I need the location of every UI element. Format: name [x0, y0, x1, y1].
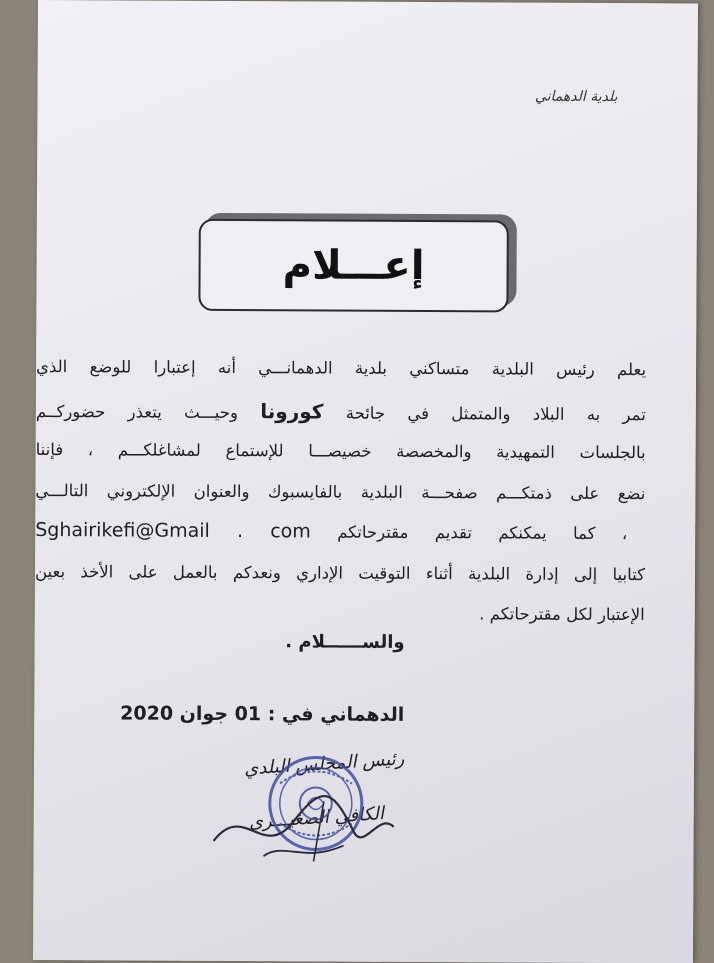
announcement-title: إعـــلام: [282, 242, 425, 290]
body-line-3: بالجلسات التمهيدية والمخصصة خصيصـــا للإستماع لمشاغلكـــم ، فإننا: [35, 439, 646, 463]
handwritten-signature-icon: [203, 781, 403, 872]
body-line-2-end: وحيـــث يتعذر حضوركــم: [35, 401, 239, 423]
title-box: [198, 219, 508, 313]
closing-greeting: والســــــلام .: [285, 631, 405, 653]
body-line-4: نضع على ذمتكـــم صفحـــة البلدية بالفايسبوك والعنوان الإلكتروني التالـــي: [35, 480, 646, 504]
body-line-7: الإعتبار لكل مقترحاتكم .: [479, 604, 645, 625]
corona-keyword: كورونا: [260, 399, 324, 424]
date-line: الدهماني في : 01 جوان 2020: [120, 702, 405, 726]
body-line-1: يعلم رئيس البلدية متساكني بلدية الدهمانـــي أنه إعتبارا للوضع الذي: [36, 356, 647, 380]
signatory-title: رئيس المجلس البلدي: [243, 748, 405, 780]
municipality-header: بلدية الدهماني: [534, 88, 618, 106]
body-line-2-start: تمر به البلاد والمتمثل في جائحة: [345, 403, 646, 425]
body-line-6: كتابيا إلى إدارة البلدية أثناء التوقيت الإداري ونعدكم بالعمل على الأخذ بعين: [34, 561, 646, 585]
body-line-5: [35, 519, 627, 544]
body-line-5-end: ، كما يمكنكم تقديم مقترحاتكم: [337, 522, 628, 544]
body-line-2: [36, 398, 646, 425]
email-address: Sghairikefi@Gmail . com: [35, 518, 311, 543]
document-page: [33, 0, 698, 963]
signatory-name: الكافي الصغيـــري: [247, 803, 385, 833]
